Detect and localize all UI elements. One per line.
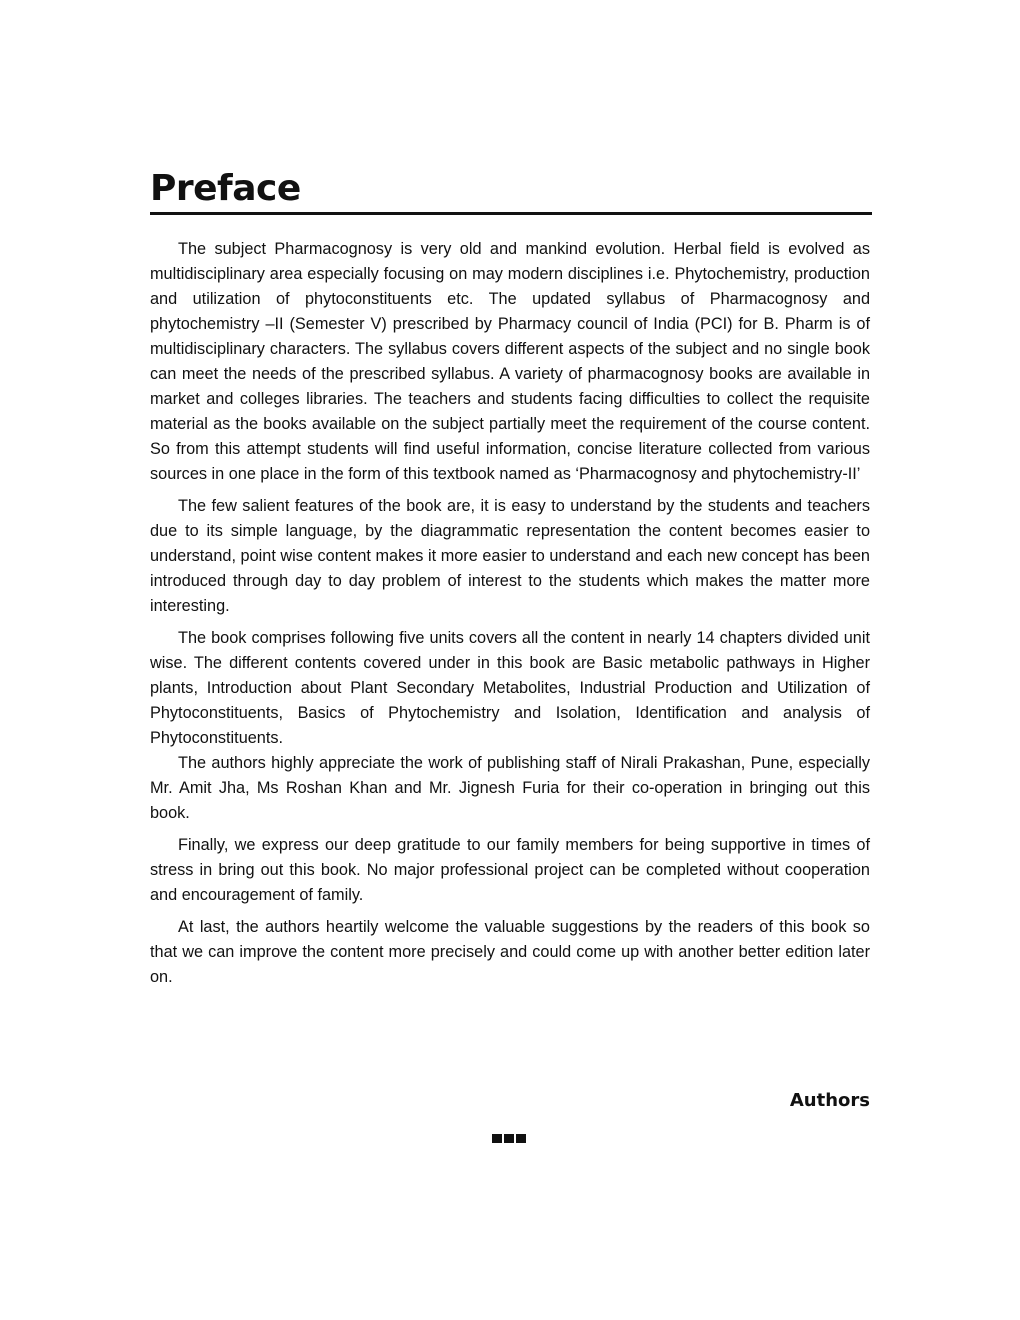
paragraph-5: Finally, we express our deep gratitude to our family members for being supportive in times of stress in bring out this book. No major professional project can be completed without cooperation and encouragement of family. xyxy=(150,836,870,904)
page-title: Preface xyxy=(150,168,301,209)
paragraph-3: The book comprises following five units covers all the content in nearly 14 chapters divided unit wise. The different contents covered under in this book are Basic metabolic pathways in Higher plants, Introduction about Plant Secondary Metabolites, Industrial Production and Utilization of Phytoconstituents, Basics of Phytochemistry and Isolation, Identification and analysis of Phytoconstituents. xyxy=(150,629,870,747)
preface-body xyxy=(150,237,870,990)
paragraph-2: The few salient features of the book are, it is easy to understand by the students and teachers due to its simple language, by the diagrammatic representation the content becomes easier to understand, point wise content makes it more easier to understand and each new concept has been introduced through day to day problem of interest to the students which makes the matter more interesting. xyxy=(150,497,870,615)
title-underline xyxy=(150,212,872,215)
end-mark-square xyxy=(516,1134,526,1143)
paragraph-1: The subject Pharmacognosy is very old and mankind evolution. Herbal field is evolved as multidisciplinary area especially focusing on may modern disciplines i.e. Phytochemistry, production and utilization of phytoconstituents etc. The updated syllabus of Pharmacognosy and phytochemistry –II (Semester V) prescribed by Pharmacy council of India (PCI) for B. Pharm is of multidisciplinary characters. The syllabus covers different aspects of the subject and no single book can meet the needs of the prescribed syllabus. A variety of pharmacognosy books are available in market and colleges libraries. The teachers and students facing difficulties to collect the requisite material as the books available on the subject partially meet the requirement of the course content. So from this attempt students will find useful information, concise literature collected from various sources in one place in the form of this textbook named as ‘Pharmacognosy and phytochemistry-II’ xyxy=(150,240,870,483)
end-mark-square xyxy=(504,1134,514,1143)
preface-page xyxy=(150,168,872,997)
paragraph-6: At last, the authors heartily welcome the valuable suggestions by the readers of this book so that we can improve the content more precisely and could come up with another better edition later on. xyxy=(150,918,870,986)
end-mark-square xyxy=(492,1134,502,1143)
paragraph-4: The authors highly appreciate the work of publishing staff of Nirali Prakashan, Pune, especially Mr. Amit Jha, Ms Roshan Khan and Mr. Jignesh Furia for their co-operation in bringing out this book. xyxy=(150,754,870,822)
authors-signature: Authors xyxy=(789,1090,870,1111)
end-of-section-mark xyxy=(492,1134,526,1143)
